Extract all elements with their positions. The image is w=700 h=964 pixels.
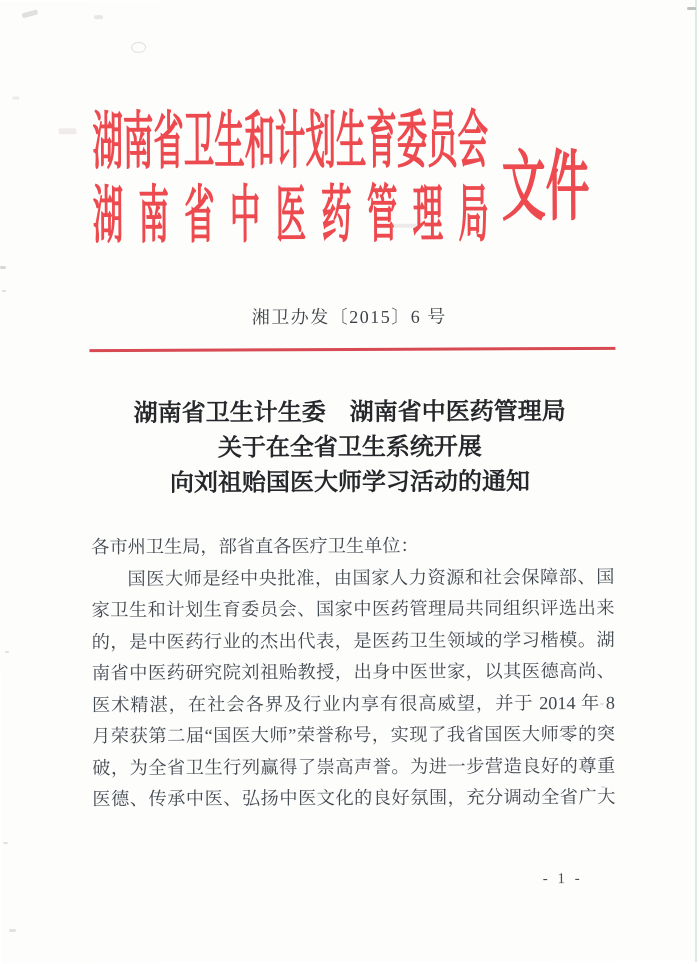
body-text-line: 家卫生和计划生育委员会、国家中医药管理局共同组织评选出来 (91, 597, 615, 621)
scan-edge-line (695, 0, 697, 962)
document-title-line1: 湖南省卫生计生委 湖南省中医药管理局 (133, 399, 566, 427)
scan-speck (5, 651, 9, 653)
scan-speck (3, 842, 8, 844)
scan-speck (94, 15, 103, 19)
scan-speck (58, 128, 76, 134)
body-text-line: 医德、传承中医、弘扬中医文化的良好氛围，充分调动全省广大 (92, 786, 616, 810)
document-title-line2: 关于在全省卫生系统开展 (217, 434, 482, 462)
page-number: - 1 - (542, 870, 583, 888)
body-text-line: 的，是中医药行业的杰出代表，是医药卫生领域的学习楷模。湖 (91, 629, 615, 652)
letterhead-org-line2: 湖南省中医药管理局 (92, 179, 505, 252)
scan-speck (2, 290, 6, 292)
scan-speck (601, 726, 605, 728)
body-text-line: 医术精湛，在社会各界及行业内享有很高威望，并于 2014 年 8 (91, 692, 616, 715)
body-text-line: 破，为全省卫生行列赢得了崇高声誉。为进一步营造良好的尊重 (92, 755, 616, 778)
red-divider-rule (89, 347, 615, 352)
scan-speck (601, 786, 605, 788)
document-title-line3: 向刘祖贻国医大师学习活动的通知 (169, 469, 531, 497)
scan-speck (22, 9, 39, 18)
scan-artifacts (0, 0, 698, 2)
scan-speck (0, 266, 6, 269)
scan-speck (600, 758, 604, 760)
scan-speck (600, 703, 604, 705)
salutation-line: 各市州卫生局，部省直各医疗卫生单位： (91, 535, 419, 558)
document-body (91, 530, 615, 816)
letterhead-org-line1: 湖南省卫生和计划生育委员会 (92, 105, 489, 178)
scan-speck (687, 7, 696, 10)
scan-speck (9, 929, 16, 932)
scan-speck (391, 224, 417, 228)
body-text-line: 月荣获第二届“国医大师”荣誉称号，实现了我省国医大师零的突 (92, 723, 616, 747)
document-number: 湘卫办发〔2015〕6 号 (251, 306, 447, 328)
letterhead-doc-type-label: 文件 (501, 143, 590, 231)
body-text-line: 国医大师是经中央批准，由国家人力资源和社会保障部、国 (127, 566, 615, 589)
body-text-line: 南省中医药研究院刘祖贻教授，出身中医世家，以其医德高尚、 (91, 660, 615, 684)
letterhead (0, 0, 698, 252)
document-title (0, 394, 700, 502)
scan-speck (131, 42, 146, 53)
scan-speck (12, 96, 19, 99)
